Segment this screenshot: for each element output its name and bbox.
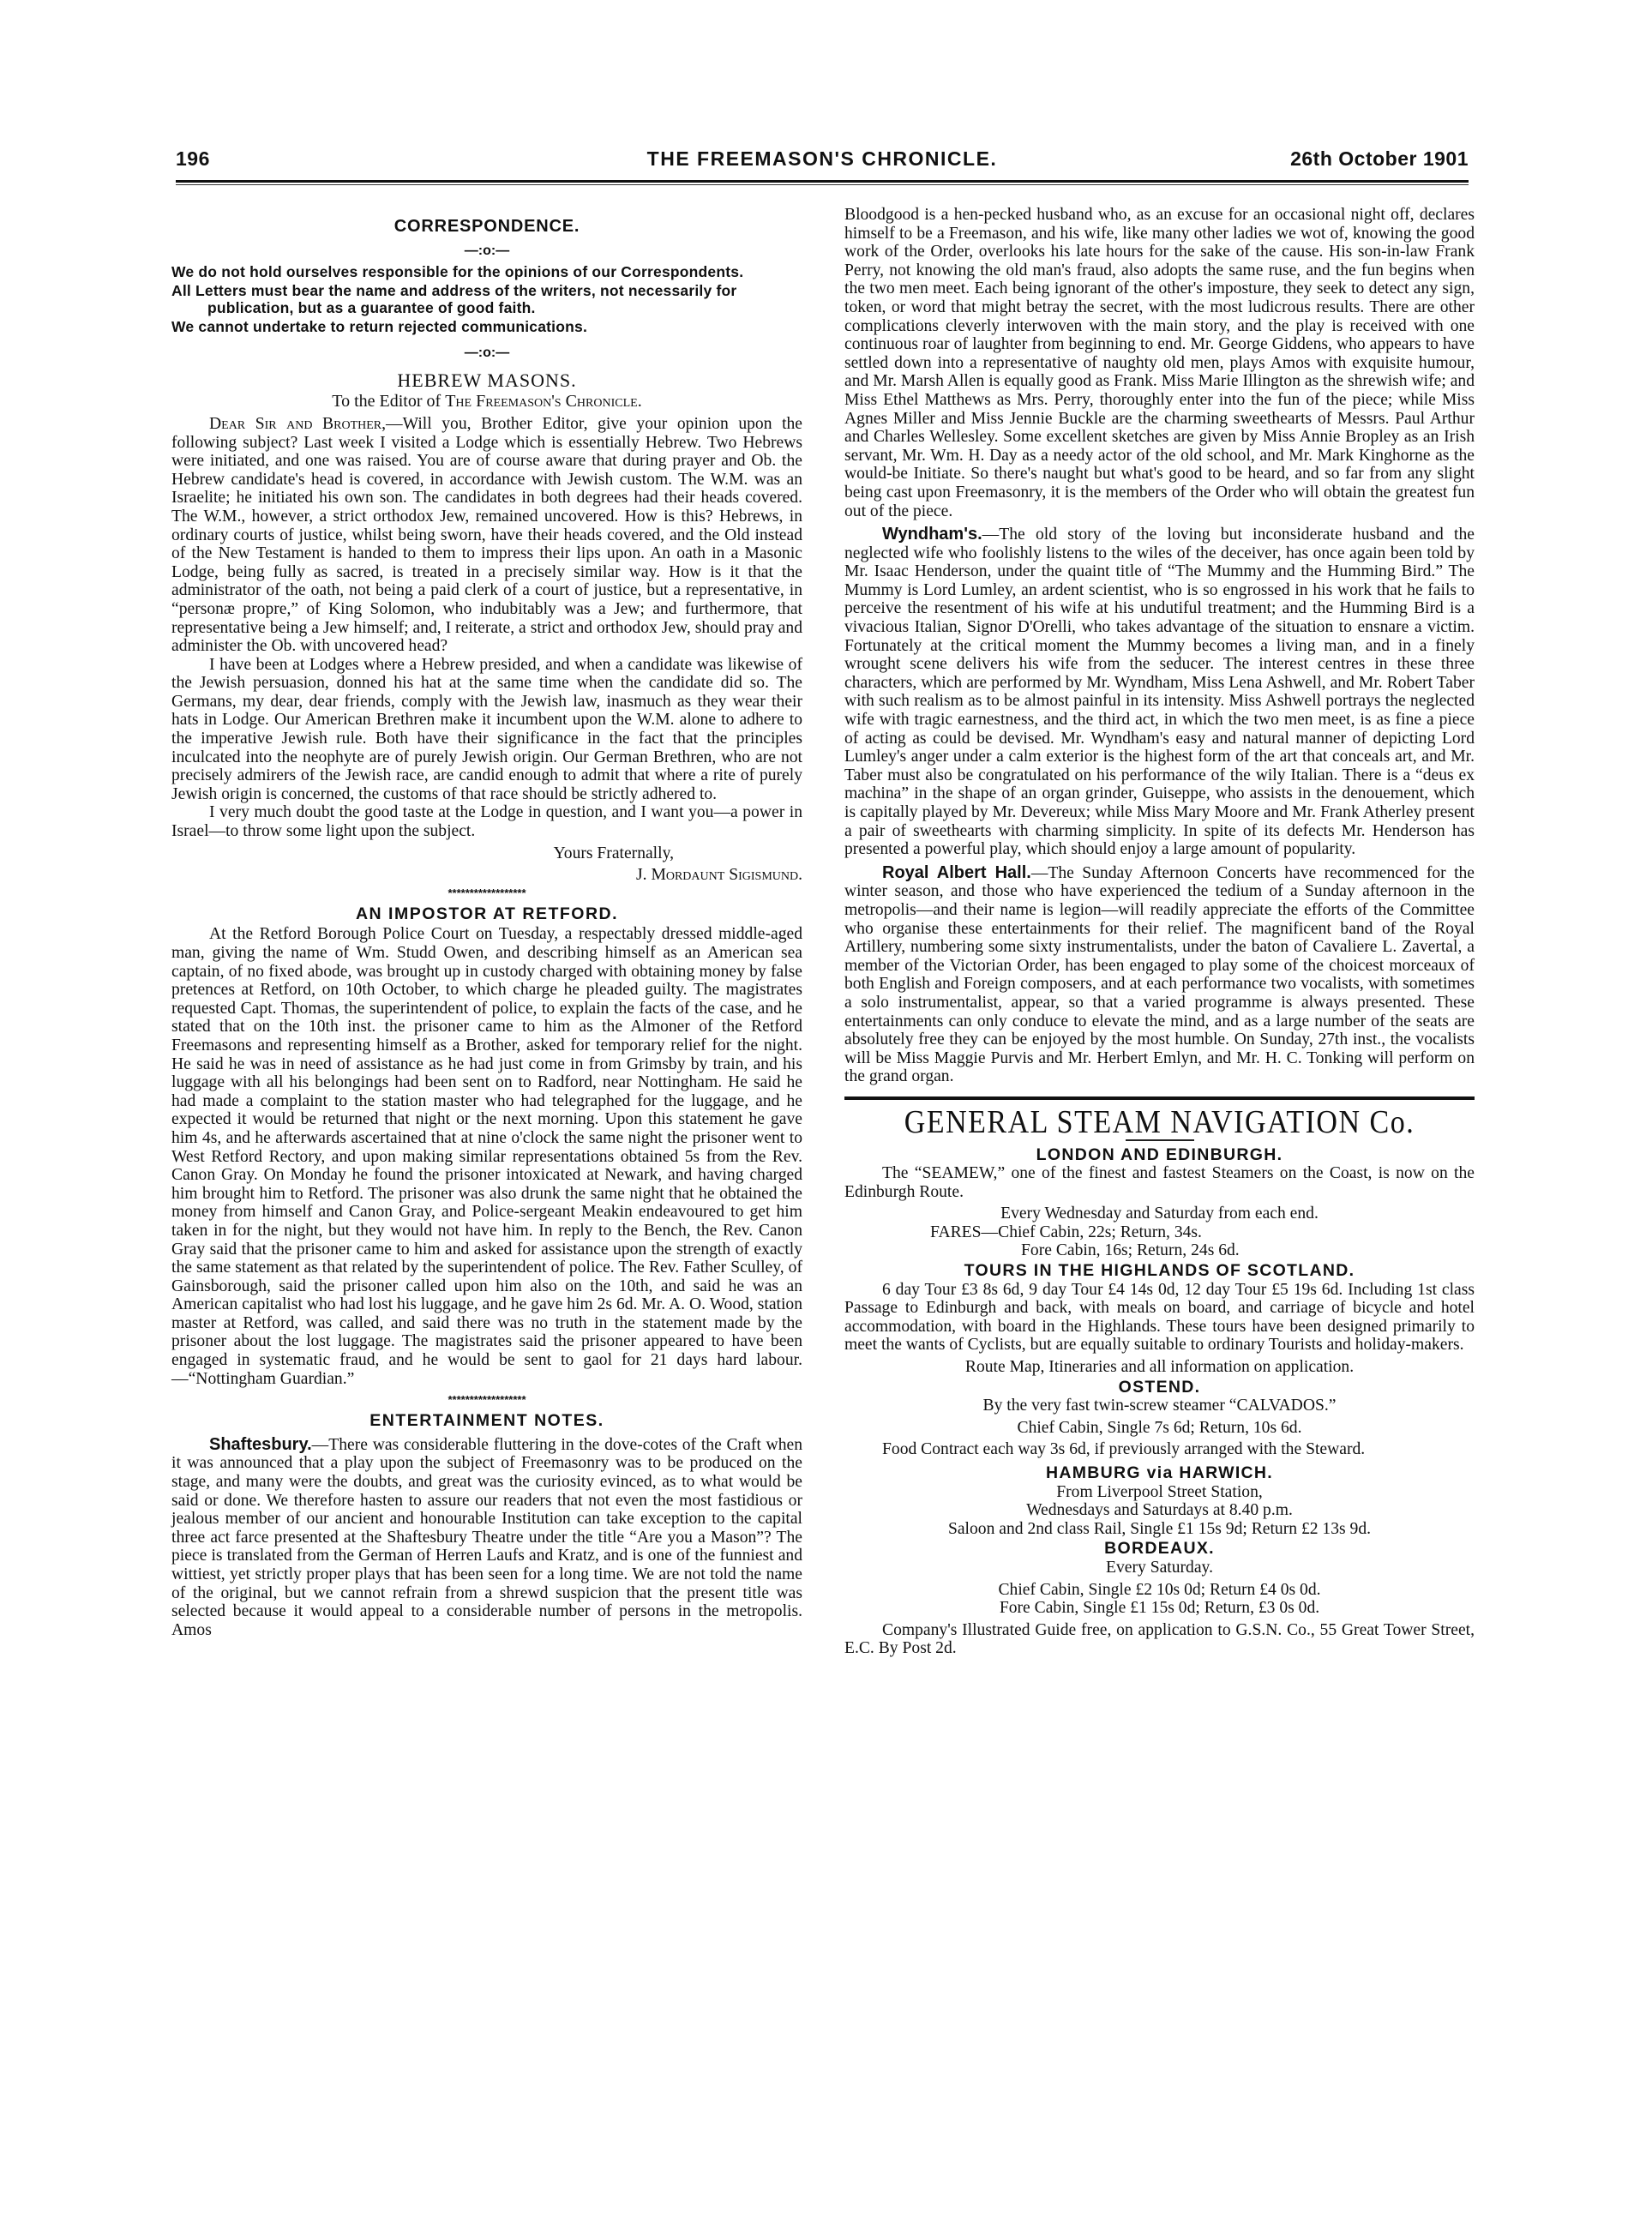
wyndhams-paragraph	[844, 526, 1475, 859]
advert-title: GENERAL STEAM NAVIGATION Co.	[904, 1104, 1415, 1141]
impostor-paragraph: At the Retford Borough Police Court on Tuesday, a respectably dressed middle-aged man, giving the name of Wm. Studd Owen, and describing himself as an American sea captain, of no fixed abode, was brought up in custody charged with obtaining money by false pretences at Retford, on 10th October, to which charge he pleaded guilty. The magistrates requested Capt. Thomas, the superintendent of police, to explain the facts of the case, and he stated that on the 10th inst. the prisoner came to him as the Almoner of the Retford Freemasons and representing himself as a Brother, asked for temporary relief for the night. He said he was in need of assistance as he had just come in from Grimsby by train, and his luggage with all his belongings had been sent on to Radford, near Nottingham. He said he had made a complaint to the station master who had telegraphed for the luggage, and he expected it would be returned that night or the next morning. Upon this statement he gave him 4s, and he afterwards ascertained that at nine o'clock the same night the prisoner went to West Retford Rectory, and upon making similar representations obtained 5s from the Rev. Canon Gray. On Monday he found the prisoner intoxicated at Newark, and having charged him brought him to Retford. The prisoner was also drunk the same night that he obtained the money from himself and Canon Gray, and Police-sergeant Meakin endeavoured to get him taken in for the night, but they would not have him. In reply to the Bench, the Rev. Canon Gray said that the prisoner came to him and asked for assistance upon the strength of exactly the same statement as that related by the superintendent of police. The Rev. Father Sculley, of Gainsborough, said the prisoner called upon him also on the 10th, and said he was an American capitalist who had lost his luggage, and he gave him 2s 6d. Mr. A. O. Wood, station master at Retford, was called, and said there was no truth in the statement made by the prisoner about the lost luggage. The magistrates said the prisoner appeared to have been engaged in systematic fraud, and he would be sent to gaol for 21 days hard labour.—“Nottingham Guardian.”	[171, 925, 802, 1388]
highlands-heading: TOURS IN THE HIGHLANDS OF SCOTLAND.	[964, 1261, 1355, 1281]
bordeaux-fore: Fore Cabin, Single £1 15s 0d; Return, £3 0s 0d.	[999, 1599, 1320, 1618]
page-header	[176, 147, 1469, 171]
hamburg-heading: HAMBURG via HARWICH.	[1045, 1463, 1274, 1482]
publication-title: THE FREEMASON'S CHRONICLE.	[646, 147, 998, 170]
advert-rule	[844, 1096, 1475, 1100]
entertainment-heading: ENTERTAINMENT NOTES.	[369, 1411, 604, 1431]
highlands-text: 6 day Tour £3 8s 6d, 9 day Tour £4 14s 0d, 12 day Tour £5 19s 6d. Including 1st class Passage to Edinburgh and back, with meals on board, and carriage of bicycle and hotel accommodation, with board in the Highlands. These tours have been designed primarily to meet the wants of Cyclists, but are equally suitable to ordinary Tourists and holiday-makers.	[844, 1280, 1475, 1355]
correspondence-heading: CORRESPONDENCE.	[393, 217, 580, 236]
page-number: 196	[176, 147, 210, 170]
letter-text: —Will you, Brother Editor, give your opinion upon the following subject? Last week I visited a Lodge which is essentially Hebrew. Two Hebrews were initiated, and one was raised. You are of course aware that during prayer and Ob. the Hebrew candidate's head is covered, in accordance with Jewish custom. The W.M. was an Israelite; he initiated his own son. The candidates in both degrees had their heads covered. The W.M., however, a strict orthodox Jew, remained uncovered. How is this? Hebrews, in ordinary courts of justice, whilst being sworn, have their heads covered, and the Old instead of the New Testament is handed to them to impress their lips upon. An oath in a Masonic Lodge, being fully as sacred, is treated in a precisely similar way. How is it that the administrator of the oath, not being a paid clerk of a court of justice, but a representative, in “personæ propre,” of King Solomon, who indubitably was a Jew; and furthermore, that representative being a Jew himself; and, I reiterate, a strict and orthodox Jew, should pray and administer the Ob. with uncovered head?	[171, 414, 803, 656]
hamburg-line3: Saloon and 2nd class Rail, Single £1 15s 9d; Return £2 13s 9d.	[947, 1519, 1372, 1538]
gsn-guide: Company's Illustrated Guide free, on application to G.S.N. Co., 55 Great Tower Street, E.C. By Post 2d.	[844, 1620, 1475, 1658]
notice-rejected: We cannot undertake to return rejected communications.	[171, 318, 588, 336]
wyndhams-text: —The old story of the loving but inconsiderate husband and the neglected wife who foolishly listens to the wiles of the deceiver, has once again been told by Mr. Isaac Henderson, under the quaint title of “The Mummy and the Humming Bird.” The Mummy is Lord Lumley, an ardent scientist, who is so engrossed in his work that he fails to perceive the resentment of his wife at his undutiful treatment; and the Humming Bird is a vivacious Italian, Signor D'Orelli, who takes advantage of the situation to ensnare a victim. Fortunately at the critical moment the Mummy becomes a living man, and in a finely wrought scene delivers his wife from the seducer. The interest centres in these three characters, which are performed by Mr. Wyndham, Miss Lena Ashwell, and Mr. Robert Taber with such realism as to be almost painful in its intensity. Miss Ashwell portrays the neglected wife with tragic earnestness, and the third act, in which the two men meet, is as fine a piece of acting as could be devised. Mr. Wyndham's easy and natural manner of depicting Lord Lumley's anger under a calm exterior is the highest form of the art that conceals art, and Mr. Taber must also be congratulated on his performance of the wily Italian. There is a “deus ex machina” in the shape of an organ grinder, Guiseppe, who assists in the denouement, which is capitally played by Mr. Devereux; while Miss Mary Moore and Mr. Frank Atherley present a pair of sweethearts with charming simplicity. In spite of its defects Mr. Henderson has presented a powerful play, which should enjoy a large amount of popularity.	[844, 526, 1475, 859]
highlands-info: Route Map, Itineraries and all information on application.	[964, 1358, 1355, 1377]
london-edinburgh-heading: LONDON AND EDINBURGH.	[1036, 1145, 1283, 1164]
ostend-steamer: By the very fast twin-screw steamer “CALVADOS.”	[982, 1397, 1337, 1415]
letter-salutation: Dear Sir and Brother,	[209, 414, 387, 433]
right-column	[844, 206, 1475, 1658]
left-column	[171, 206, 802, 1639]
letter-paragraph: I very much doubt the good taste at the Lodge in question, and I want you—a power in Israel—to throw some light upon the subject.	[171, 803, 802, 841]
gsn-advertisement	[844, 1104, 1475, 1658]
royal-albert-hall-lead: Royal Albert Hall.	[882, 862, 1031, 882]
letter-signature: J. Mordaunt Sigismund.	[636, 866, 802, 885]
royal-albert-hall-text: —The Sunday Afternoon Concerts have recommenced for the winter season, and those who have experienced the tedium of a Sunday afternoon in the metropolis—and their name is legion—will readily appreciate the efforts of the Committee who organise these entertainments for their relief. The magnificent band of the Royal Artillery, numbering some sixty instrumentalists, under the baton of Cavaliere L. Zavertal, a member of the Victorian Order, has been engaged to play some of the choicest morceaux of both English and Foreign composers, and at each performance two vocalists, with sometimes a solo instrumentalist, appear, so that a varied programme is always presented. These entertainments can only conduce to elevate the mind, and as a large number of the seats are absolutely free they can be enjoyed by the most humble. On Sunday, 27th inst., the vocalists will be Miss Maggie Purvis and Mr. Herbert Emlyn, and Mr. H. C. Tonking will perform on the grand organ.	[844, 863, 1475, 1086]
shaftesbury-text: —There was considerable fluttering in the dove-cotes of the Craft when it was announced that a play upon the subject of Freemasonry was to be produced on the stage, and many were the doubts, and great was the curiosity evinced, as to what would be said or done. We therefore hasten to assure our readers that not even the most fastidious or jealous member of our ancient and honourable Institution can take exception to the capital three act farce presented at the Shaftesbury Theatre under the title “Are you a Mason”? The piece is translated from the German of Herren Laufs and Kratz, and is one of the funniest and wittiest, yet strictly proper plays that has been seen for a long time. We are not told the name of the original, but we cannot refrain from a shrewd suspicion that the present title was selected because it would appeal to a considerable number of persons in the metropolis. Amos	[171, 1435, 802, 1639]
fares-fore: Fore Cabin, 16s; Return, 24s 6d.	[1021, 1241, 1240, 1260]
shaftesbury-paragraph	[171, 1436, 802, 1640]
header-rule	[176, 180, 1469, 183]
to-editor-publication: The Freemason's Chronicle.	[445, 392, 642, 412]
issue-date: 26th October 1901	[1290, 147, 1469, 170]
edinburgh-schedule: Every Wednesday and Saturday from each end.	[1000, 1205, 1319, 1223]
ostend-food: Food Contract each way 3s 6d, if previously arranged with the Steward.	[882, 1440, 1366, 1459]
to-editor-prefix: To the Editor of	[332, 392, 446, 412]
hamburg-line1: From Liverpool Street Station,	[1056, 1482, 1263, 1501]
bordeaux-chief: Chief Cabin, Single £2 10s 0d; Return £4 0s 0d.	[998, 1580, 1321, 1599]
notice-responsibility: We do not hold ourselves responsible for the opinions of our Correspondents.	[171, 263, 744, 281]
letter-closing: Yours Fraternally,	[553, 844, 674, 862]
impostor-heading: AN IMPOSTOR AT RETFORD.	[355, 904, 619, 923]
royal-albert-hall-paragraph	[844, 864, 1475, 1086]
separator: —:o:—	[464, 243, 510, 258]
to-the-editor	[171, 393, 802, 412]
wyndhams-lead: Wyndham's.	[882, 525, 982, 544]
header-rule-thin	[176, 184, 1469, 185]
notice-letters: All Letters must bear the name and address of the writers, not necessarily for publication, but as a guarantee of good faith.	[171, 282, 737, 317]
hamburg-line2: Wednesdays and Saturdays at 8.40 p.m.	[1026, 1501, 1293, 1520]
separator: —:o:—	[464, 345, 510, 361]
bordeaux-heading: BORDEAUX.	[1104, 1539, 1215, 1559]
letter-paragraph	[171, 415, 802, 656]
section-divider-stars: ******************	[448, 1393, 526, 1407]
fares-chief: FARES—Chief Cabin, 22s; Return, 34s.	[930, 1223, 1202, 1241]
section-divider-stars: ******************	[448, 886, 526, 899]
ostend-fares: Chief Cabin, Single 7s 6d; Return, 10s 6d.	[1017, 1418, 1302, 1437]
shaftesbury-continued: Bloodgood is a hen-pecked husband who, as an excuse for an occasional night off, declares himself to be a Freemason, and his wife, like many other ladies we wot of, knowing the good work of the Order, overlooks his late hours for the sake of the cause. His son-in-law Frank Perry, not knowing the old man's fraud, also adopts the same ruse, and the fun begins when the two men meet. Each being ignorant of the other's imposture, they seek to detect any sign, token, or word that might betray the secret, with the most ludicrous results. There are other complications cleverly interwoven with the main story, and the play is received with one continuous roar of laughter from beginning to end. Mr. George Giddens, who appears to have settled down into a representative of naughty old men, plays Amos with exquisite humour, and Mr. Marsh Allen is equally good as Frank. Miss Marie Illington as the shrewish wife; and Miss Ethel Matthews as Mrs. Perry, thoroughly enter into the fun of the piece; while Miss Agnes Miller and Miss Jennie Buckle are the charming sweethearts of Messrs. Paul Arthur and Charles Wellesley. Some excellent sketches are given by Miss Annie Bropley as an Irish servant, Mr. Wm. H. Day as a needy actor of the old school, and Mr. Mark Kinghorne as the would-be Initiate. So there's naught but what's good to be heard, and so far from any slight being cast upon Freemasonry, it is the members of the Order who will obtain the greatest fun out of the piece.	[844, 206, 1475, 520]
hebrew-masons-title: HEBREW MASONS.	[397, 369, 577, 391]
seamew-text: The “SEAMEW,” one of the finest and fastest Steamers on the Coast, is now on the Edinburgh Route.	[844, 1164, 1475, 1201]
bordeaux-schedule: Every Saturday.	[1106, 1558, 1213, 1577]
shaftesbury-lead: Shaftesbury.	[209, 1434, 312, 1454]
ostend-heading: OSTEND.	[1118, 1377, 1201, 1397]
letter-paragraph: I have been at Lodges where a Hebrew presided, and when a candidate was likewise of the Jewish persuasion, donned his hat at the same time when the candidate did so. The Germans, my dear, dear friends, comply with the Jewish law, inasmuch as they wear their hats in Lodge. Our American Brethren make it incumbent upon the W.M. alone to adhere to the imperative Jewish rule. Both have their significance in the fact that the principles inculcated into the neophyte are of purely Jewish origin. Our German Brethren, who are not precisely admirers of the Jewish race, are candid enough to admit that where a rite of purely Jewish origin is concerned, the customs of that race should be strictly adhered to.	[171, 655, 802, 803]
